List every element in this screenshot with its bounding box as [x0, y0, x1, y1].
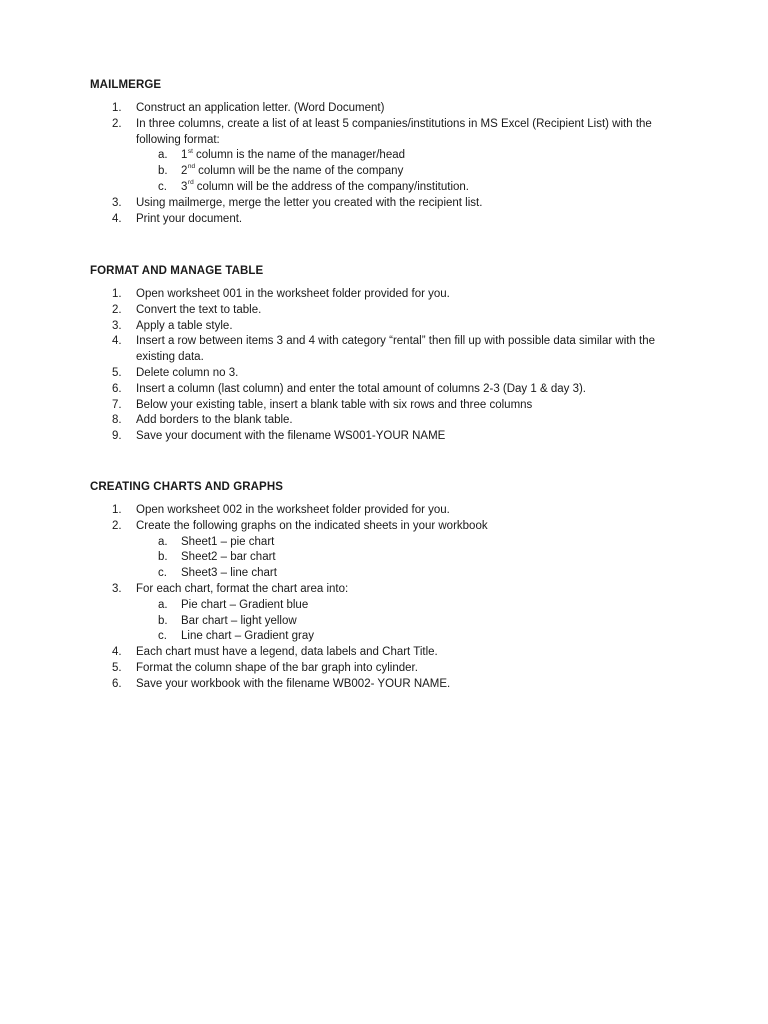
sub-item-text: Sheet2 – bar chart [181, 551, 276, 564]
section-heading: MAILMERGE [90, 79, 162, 91]
list-item [90, 366, 690, 382]
list-item [90, 287, 690, 303]
sub-list-item [136, 614, 690, 630]
item-text: In three columns, create a list of at least 5 companies/institutions in MS Excel (Recipient List) with the following format: [136, 117, 652, 146]
list-item [90, 503, 690, 519]
ordinal-number: 2 [181, 165, 188, 178]
sub-list [136, 148, 690, 195]
sub-item-letter: b. [158, 614, 168, 627]
sub-item-text: column is the name of the manager/head [195, 149, 406, 162]
item-text: Each chart must have a legend, data labels and Chart Title. [136, 646, 438, 659]
section-heading: CREATING CHARTS AND GRAPHS [90, 481, 283, 493]
list-item [90, 519, 690, 582]
item-number: 2. [112, 117, 122, 130]
item-text: Construct an application letter. (Word Document) [136, 102, 385, 114]
list-item [90, 303, 690, 319]
section-heading: FORMAT AND MANAGE TABLE [90, 265, 264, 277]
sub-item-text: column will be the address of the company/institution. [196, 180, 469, 193]
sub-list [136, 535, 690, 582]
sub-list-item [136, 535, 690, 551]
item-number: 2. [112, 519, 122, 532]
item-text: Open worksheet 002 in the worksheet folder provided for you. [136, 504, 450, 516]
sub-item-text: Line chart – Gradient gray [181, 630, 314, 643]
item-number: 4. [112, 335, 122, 348]
sub-list-item [136, 180, 690, 196]
list-item [90, 382, 690, 398]
list-item [90, 677, 690, 693]
sub-list-item [136, 164, 690, 180]
sub-list-item [136, 566, 690, 582]
item-text: Open worksheet 001 in the worksheet folder provided for you. [136, 288, 450, 300]
item-text: Create the following graphs on the indicated sheets in your workbook [136, 519, 488, 532]
list-item [90, 196, 690, 212]
list-item [90, 319, 690, 335]
instruction-list [90, 287, 690, 445]
item-number: 6. [112, 382, 122, 395]
list-item [90, 429, 690, 445]
item-number: 4. [112, 212, 122, 225]
item-number: 1. [112, 288, 122, 300]
sub-item-letter: b. [158, 551, 168, 564]
item-text: Save your document with the filename WS001-YOUR NAME [136, 430, 446, 443]
instruction-list [90, 101, 690, 227]
item-text: Insert a row between items 3 and 4 with category “rental” then fill up with possible data similar with the existing data. [136, 335, 656, 364]
ordinal-number: 3 [181, 180, 188, 193]
sub-list [136, 598, 690, 645]
list-item [90, 117, 690, 196]
section-format-table [90, 264, 690, 445]
list-item [90, 582, 690, 645]
item-text: For each chart, format the chart area into: [136, 582, 349, 595]
item-number: 5. [112, 366, 122, 379]
ordinal-suffix: nd [187, 163, 196, 171]
item-text: Format the column shape of the bar graph into cylinder. [136, 661, 418, 674]
section-mailmerge [90, 78, 690, 227]
sub-list-item [136, 598, 690, 614]
sub-item-text: Bar chart – light yellow [181, 614, 297, 627]
item-text: Apply a table style. [136, 319, 233, 332]
sub-item-letter: a. [158, 598, 168, 611]
item-text: Delete column no 3. [136, 366, 239, 379]
sub-item-letter: c. [158, 567, 167, 580]
item-text: Using mailmerge, merge the letter you created with the recipient list. [136, 196, 483, 209]
sub-list-item [136, 148, 690, 164]
section-charts-graphs [90, 480, 690, 693]
sub-item-letter: a. [158, 149, 168, 162]
item-number: 2. [112, 303, 122, 316]
sub-item-letter: b. [158, 165, 168, 178]
item-number: 1. [112, 102, 122, 114]
sub-item-text: Sheet1 – pie chart [181, 535, 275, 548]
ordinal-number: 1 [181, 149, 188, 162]
item-text: Add borders to the blank table. [136, 414, 293, 427]
item-number: 4. [112, 646, 122, 659]
item-number: 6. [112, 677, 122, 690]
item-number: 1. [112, 504, 122, 516]
sub-item-text: Pie chart – Gradient blue [181, 598, 309, 611]
item-text: Save your workbook with the filename WB002- YOUR NAME. [136, 677, 451, 690]
sub-item-text: Sheet3 – line chart [181, 567, 277, 580]
list-item [90, 661, 690, 677]
sub-item-letter: c. [158, 180, 167, 193]
sub-item-text: column will be the name of the company [198, 165, 404, 178]
item-text: Insert a column (last column) and enter the total amount of columns 2-3 (Day 1 & day 3). [136, 382, 586, 395]
item-number: 3. [112, 196, 122, 209]
list-item [90, 101, 690, 117]
item-text: Below your existing table, insert a blank table with six rows and three columns [136, 398, 533, 411]
sub-list-item [136, 629, 690, 645]
sub-list-item [136, 550, 690, 566]
item-number: 5. [112, 661, 122, 674]
list-item [90, 413, 690, 429]
sub-item-letter: a. [158, 535, 168, 548]
item-number: 9. [112, 430, 122, 443]
item-number: 3. [112, 319, 122, 332]
item-number: 7. [112, 398, 122, 411]
ordinal-suffix: rd [187, 179, 194, 187]
item-text: Convert the text to table. [136, 303, 262, 316]
instruction-list [90, 503, 690, 693]
ordinal-suffix: st [187, 147, 193, 155]
list-item [90, 334, 690, 366]
item-number: 8. [112, 414, 122, 427]
list-item [90, 212, 690, 228]
sub-item-letter: c. [158, 630, 167, 643]
item-text: Print your document. [136, 212, 243, 225]
list-item [90, 398, 690, 414]
list-item [90, 645, 690, 661]
item-number: 3. [112, 582, 122, 595]
